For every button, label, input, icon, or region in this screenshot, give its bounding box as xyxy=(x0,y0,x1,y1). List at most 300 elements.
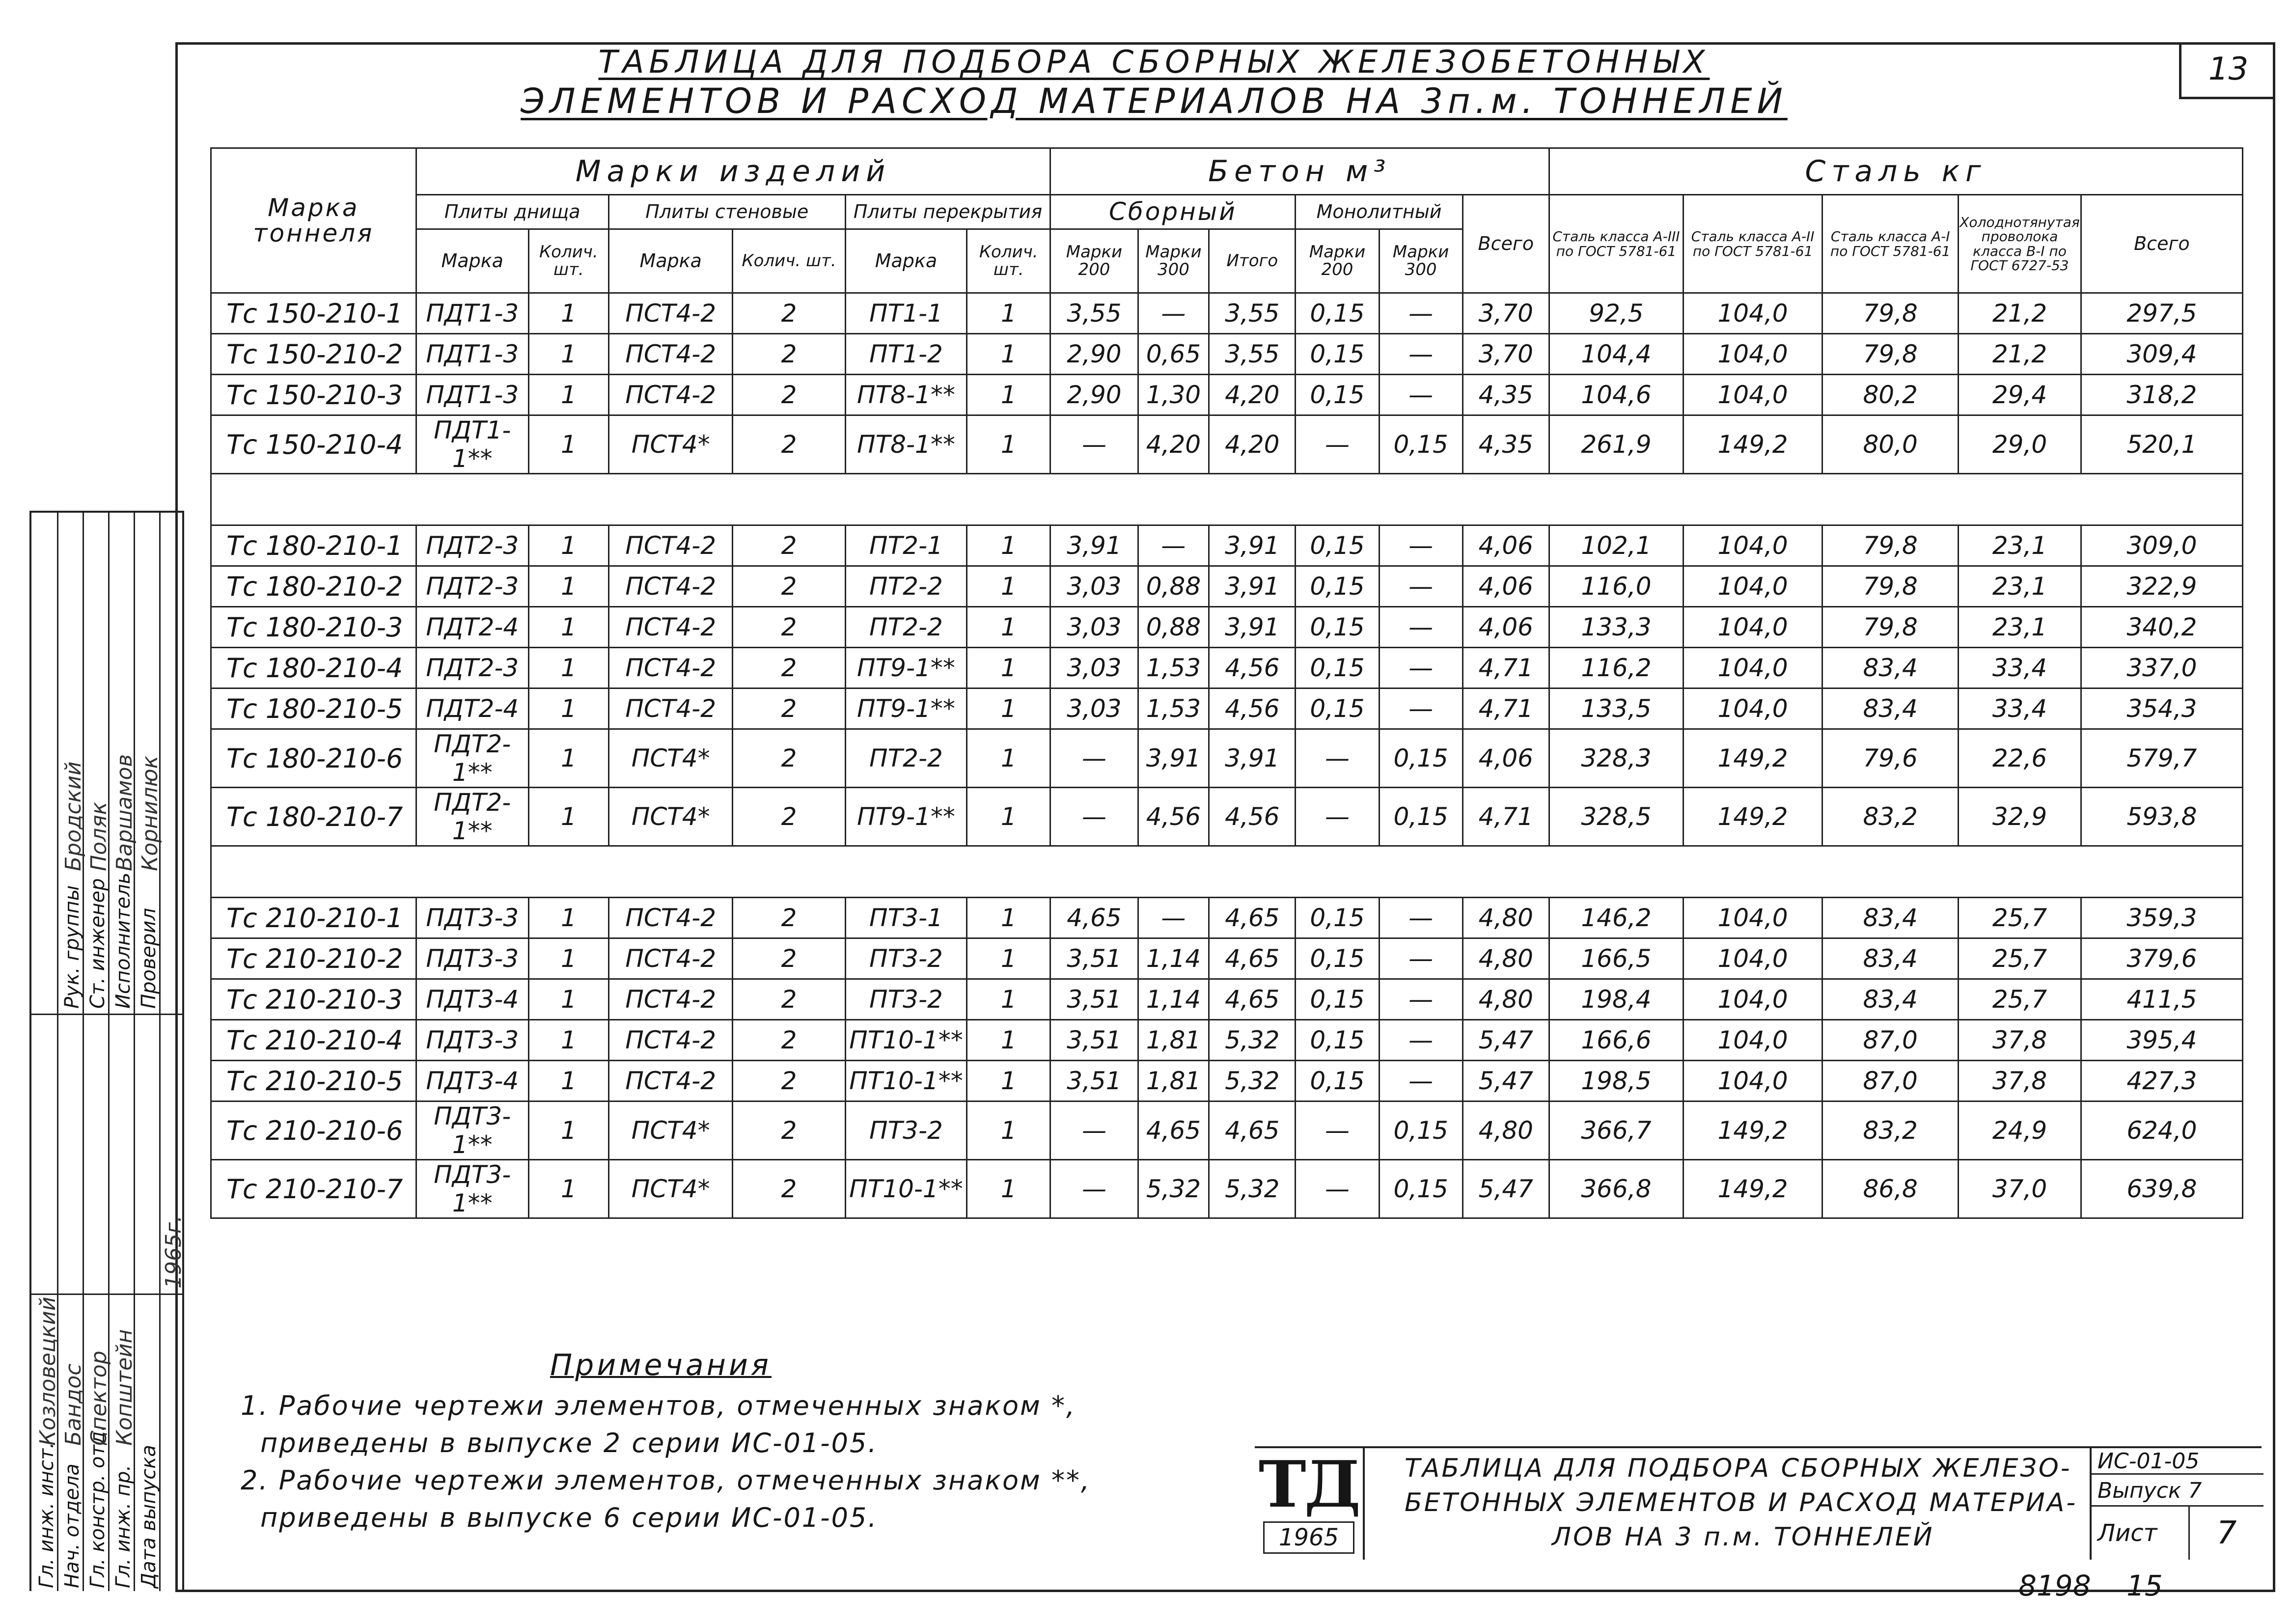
table-cell: ПСТ4* xyxy=(608,1101,733,1160)
name-label: Варшамов xyxy=(112,754,137,871)
table-row xyxy=(211,1061,2243,1101)
table-cell: 1 xyxy=(967,566,1050,607)
table-cell: 0,15 xyxy=(1296,1061,1379,1101)
table-cell: 4,06 xyxy=(1463,525,1549,566)
table-cell: 5,32 xyxy=(1209,1061,1296,1101)
table-cell: 1 xyxy=(967,375,1050,415)
table-cell: 32,9 xyxy=(1959,788,2081,846)
table-cell: 3,70 xyxy=(1463,334,1549,375)
table-cell: — xyxy=(1296,1101,1379,1160)
name-label: Копштейн xyxy=(112,1329,137,1446)
table-cell: ПТ9-1** xyxy=(845,648,967,688)
header-grade-300: Марки 300 xyxy=(1138,229,1209,293)
table-cell: 1 xyxy=(528,938,608,979)
table-cell: 1 xyxy=(528,729,608,788)
table-cell: ПСТ4-2 xyxy=(608,607,733,648)
footer-code: 8198 xyxy=(2018,1569,2091,1602)
table-cell: 166,6 xyxy=(1549,1020,1683,1061)
name-label: Козловецкий xyxy=(35,1296,60,1446)
table-cell: 1,81 xyxy=(1138,1020,1209,1061)
table-cell: 25,7 xyxy=(1959,979,2081,1020)
table-cell: 104,0 xyxy=(1683,648,1822,688)
table-cell: 0,65 xyxy=(1138,334,1209,375)
table-cell: ПСТ4* xyxy=(608,1160,733,1218)
table-cell: 104,0 xyxy=(1683,566,1822,607)
table-cell: 83,4 xyxy=(1822,938,1959,979)
table-cell: 0,15 xyxy=(1296,648,1379,688)
table-cell: 3,91 xyxy=(1209,607,1296,648)
table-cell: 0,15 xyxy=(1296,607,1379,648)
table-cell: 25,7 xyxy=(1959,898,2081,938)
table-cell: ПТ1-2 xyxy=(845,334,967,375)
table-cell: ПСТ4-2 xyxy=(608,375,733,415)
header-wall-slabs: Плиты стеновые xyxy=(608,195,845,229)
description-line: ТАБЛИЦА ДЛЯ ПОДБОРА СБОРНЫХ ЖЕЛЕЗО- xyxy=(1405,1454,2072,1483)
table-cell: — xyxy=(1050,1101,1138,1160)
table-cell: 3,03 xyxy=(1050,648,1138,688)
table-row xyxy=(211,293,2243,334)
table-cell: 1 xyxy=(967,334,1050,375)
divider xyxy=(31,1014,182,1015)
table-cell: ПСТ4* xyxy=(608,729,733,788)
table-cell: ПТ10-1** xyxy=(845,1020,967,1061)
table-cell: 149,2 xyxy=(1683,415,1822,474)
table-cell: 80,0 xyxy=(1822,415,1959,474)
tunnel-mark-cell: Тс 210-210-4 xyxy=(211,1020,416,1061)
table-cell: 1 xyxy=(528,648,608,688)
table-cell: ПДТ2-3 xyxy=(416,566,528,607)
table-cell: ПДТ3-4 xyxy=(416,1061,528,1101)
table-cell: ПСТ4-2 xyxy=(608,525,733,566)
table-cell: 309,4 xyxy=(2081,334,2242,375)
table-cell: ПДТ2-3 xyxy=(416,648,528,688)
table-row xyxy=(211,1101,2243,1160)
table-cell: 87,0 xyxy=(1822,1061,1959,1101)
issue-number: Выпуск 7 xyxy=(2092,1475,2263,1507)
logo-year: 1965 xyxy=(1263,1521,1354,1554)
table-cell: 1 xyxy=(528,898,608,938)
table-cell: ПСТ4* xyxy=(608,788,733,846)
table-cell: 4,20 xyxy=(1209,415,1296,474)
table-cell: 0,15 xyxy=(1296,938,1379,979)
table-cell: — xyxy=(1296,1160,1379,1218)
table-cell: 133,5 xyxy=(1549,688,1683,729)
tunnel-mark-cell: Тс 210-210-1 xyxy=(211,898,416,938)
table-row xyxy=(211,938,2243,979)
table-cell: 104,0 xyxy=(1683,1020,1822,1061)
header-bottom-slabs: Плиты днища xyxy=(416,195,608,229)
table-cell: ПТ10-1** xyxy=(845,1061,967,1101)
table-cell: — xyxy=(1379,293,1463,334)
table-cell: 166,5 xyxy=(1549,938,1683,979)
table-row xyxy=(211,648,2243,688)
table-cell: 4,65 xyxy=(1138,1101,1209,1160)
table-cell: 3,55 xyxy=(1209,334,1296,375)
table-cell: 624,0 xyxy=(2081,1101,2242,1160)
table-cell: 0,15 xyxy=(1296,334,1379,375)
table-cell: 4,35 xyxy=(1463,415,1549,474)
description-line: БЕТОННЫХ ЭЛЕМЕНТОВ И РАСХОД МАТЕРИА- xyxy=(1405,1488,2078,1517)
table-cell: 3,55 xyxy=(1050,293,1138,334)
logo-mark: ТД xyxy=(1258,1447,1359,1522)
table-cell: 1 xyxy=(967,607,1050,648)
table-cell: 3,91 xyxy=(1209,525,1296,566)
table-cell: 29,4 xyxy=(1959,375,2081,415)
table-cell: 0,88 xyxy=(1138,607,1209,648)
header-steel-total: Всего xyxy=(2081,195,2242,293)
table-cell: 5,47 xyxy=(1463,1160,1549,1218)
table-cell: ПДТ3-4 xyxy=(416,979,528,1020)
table-cell: 22,6 xyxy=(1959,729,2081,788)
tunnel-mark-cell: Тс 180-210-7 xyxy=(211,788,416,846)
table-cell: 0,15 xyxy=(1379,788,1463,846)
table-cell: — xyxy=(1138,525,1209,566)
note-line: 1. Рабочие чертежи элементов, отмеченных знаком *, xyxy=(241,1390,1076,1421)
title-block-right xyxy=(2090,1448,2263,1560)
table-cell: 1,14 xyxy=(1138,979,1209,1020)
table-cell: ПСТ4* xyxy=(608,415,733,474)
table-cell: ПДТ1-3 xyxy=(416,375,528,415)
table-cell: 1 xyxy=(528,525,608,566)
table-cell: 146,2 xyxy=(1549,898,1683,938)
table-cell: 322,9 xyxy=(2081,566,2242,607)
table-cell: ПТ8-1** xyxy=(845,375,967,415)
table-cell: 0,15 xyxy=(1296,688,1379,729)
table-cell: 520,1 xyxy=(2081,415,2242,474)
table-cell: 427,3 xyxy=(2081,1061,2242,1101)
header-concrete-total: Всего xyxy=(1463,195,1549,293)
table-cell: — xyxy=(1379,375,1463,415)
table-cell: 4,71 xyxy=(1463,688,1549,729)
table-cell: 83,4 xyxy=(1822,688,1959,729)
note-line: 2. Рабочие чертежи элементов, отмеченных знаком **, xyxy=(241,1465,1091,1496)
header-mark: Марка xyxy=(845,229,967,293)
table-cell: 4,56 xyxy=(1209,648,1296,688)
table-cell: 4,56 xyxy=(1209,688,1296,729)
table-row xyxy=(211,979,2243,1020)
series-code: ИС-01-05 xyxy=(2092,1448,2263,1475)
table-cell: 104,0 xyxy=(1683,525,1822,566)
table-cell: 3,03 xyxy=(1050,607,1138,648)
table-cell: 0,15 xyxy=(1379,415,1463,474)
signature-block xyxy=(29,511,184,1591)
table-cell: 0,15 xyxy=(1379,1160,1463,1218)
table-cell: 1 xyxy=(967,1020,1050,1061)
table-cell: ПТ3-1 xyxy=(845,898,967,938)
header-qty: Колич. шт. xyxy=(528,229,608,293)
table-cell: 37,8 xyxy=(1959,1061,2081,1101)
table-cell: 149,2 xyxy=(1683,1101,1822,1160)
table-cell: ПСТ4-2 xyxy=(608,1061,733,1101)
name-label: Поляк xyxy=(86,801,111,871)
table-row xyxy=(211,334,2243,375)
table-cell: 354,3 xyxy=(2081,688,2242,729)
title-block-description xyxy=(1405,1451,2092,1554)
table-cell: 0,15 xyxy=(1296,979,1379,1020)
table-cell: 104,6 xyxy=(1549,375,1683,415)
table-cell: 4,65 xyxy=(1209,1101,1296,1160)
tunnel-mark-cell: Тс 210-210-3 xyxy=(211,979,416,1020)
table-cell: 0,15 xyxy=(1296,566,1379,607)
sheet-number: 7 xyxy=(2216,1515,2237,1551)
table-row xyxy=(211,898,2243,938)
table-cell: ПТ9-1** xyxy=(845,688,967,729)
table-cell: 2 xyxy=(733,375,845,415)
table-cell: 4,56 xyxy=(1209,788,1296,846)
table-cell: — xyxy=(1379,607,1463,648)
table-cell: 1 xyxy=(528,375,608,415)
table-cell: ПТ10-1** xyxy=(845,1160,967,1218)
table-cell: 37,0 xyxy=(1959,1160,2081,1218)
table-cell: 2 xyxy=(733,788,845,846)
tunnel-mark-cell: Тс 210-210-7 xyxy=(211,1160,416,1218)
table-cell: — xyxy=(1379,1061,1463,1101)
table-cell: ПТ1-1 xyxy=(845,293,967,334)
table-cell: 4,80 xyxy=(1463,979,1549,1020)
table-cell: 0,15 xyxy=(1296,898,1379,938)
header-qty: Колич. шт. xyxy=(733,229,845,293)
table-cell: 104,0 xyxy=(1683,375,1822,415)
table-cell: ПДТ3-1** xyxy=(416,1160,528,1218)
name-label: Бандос xyxy=(61,1363,86,1446)
table-cell: 2 xyxy=(733,525,845,566)
header-monolithic: Монолитный xyxy=(1296,195,1463,229)
note-line: приведены в выпуске 6 серии ИС-01-05. xyxy=(260,1502,878,1533)
header-itogo: Итого xyxy=(1209,229,1296,293)
table-cell: 116,0 xyxy=(1549,566,1683,607)
table-cell: 1 xyxy=(967,1061,1050,1101)
table-cell: 1 xyxy=(967,415,1050,474)
table-cell: 79,8 xyxy=(1822,293,1959,334)
tunnel-mark-cell: Тс 210-210-2 xyxy=(211,938,416,979)
table-cell: 2 xyxy=(733,898,845,938)
table-cell: 0,15 xyxy=(1296,1020,1379,1061)
tunnel-mark-cell: Тс 150-210-1 xyxy=(211,293,416,334)
divider xyxy=(31,1294,182,1295)
role-label: Гл. инж. инст. xyxy=(35,1442,58,1588)
table-cell: 1 xyxy=(967,293,1050,334)
table-cell: 5,47 xyxy=(1463,1061,1549,1101)
table-cell: 1 xyxy=(967,1160,1050,1218)
table-cell: 4,65 xyxy=(1209,979,1296,1020)
table-cell: — xyxy=(1379,938,1463,979)
table-cell: 3,91 xyxy=(1209,729,1296,788)
table-cell: — xyxy=(1050,415,1138,474)
header-prefab: Сборный xyxy=(1050,195,1296,229)
table-cell: 1 xyxy=(528,415,608,474)
table-cell: 2 xyxy=(733,938,845,979)
table-cell: 2 xyxy=(733,979,845,1020)
table-cell: 87,0 xyxy=(1822,1020,1959,1061)
table-cell: 3,51 xyxy=(1050,1061,1138,1101)
table-cell: 86,8 xyxy=(1822,1160,1959,1218)
table-cell: 133,3 xyxy=(1549,607,1683,648)
table-cell: 4,71 xyxy=(1463,648,1549,688)
role-label: Рук. группы xyxy=(61,885,83,1009)
tunnel-mark-cell: Тс 210-210-6 xyxy=(211,1101,416,1160)
header-steel-a3: Сталь класса А-III по ГОСТ 5781-61 xyxy=(1549,195,1683,293)
table-cell: 3,51 xyxy=(1050,1020,1138,1061)
table-cell: 149,2 xyxy=(1683,788,1822,846)
table-cell: 83,2 xyxy=(1822,1101,1959,1160)
table-cell: — xyxy=(1050,1160,1138,1218)
role-label: Нач. отдела xyxy=(61,1463,83,1588)
table-cell: ПСТ4-2 xyxy=(608,1020,733,1061)
table-cell: ПСТ4-2 xyxy=(608,898,733,938)
table-cell: 4,71 xyxy=(1463,788,1549,846)
table-cell: 2,90 xyxy=(1050,375,1138,415)
header-grade-200: Марки 200 xyxy=(1296,229,1379,293)
table-cell: 5,32 xyxy=(1209,1020,1296,1061)
table-cell: ПДТ2-1** xyxy=(416,729,528,788)
tunnel-mark-cell: Тс 180-210-6 xyxy=(211,729,416,788)
name-label: Спектор xyxy=(86,1350,111,1446)
table-cell: 83,4 xyxy=(1822,898,1959,938)
table-cell: ПДТ3-3 xyxy=(416,898,528,938)
table-cell: — xyxy=(1379,525,1463,566)
table-cell: 21,2 xyxy=(1959,293,2081,334)
notes-heading: Примечания xyxy=(550,1348,772,1382)
table-cell: 3,91 xyxy=(1050,525,1138,566)
table-cell: ПДТ1-3 xyxy=(416,293,528,334)
table-cell: — xyxy=(1379,688,1463,729)
table-cell: 79,8 xyxy=(1822,334,1959,375)
table-cell: 79,8 xyxy=(1822,566,1959,607)
group-separator xyxy=(211,846,2243,898)
table-cell: 395,4 xyxy=(2081,1020,2242,1061)
table-cell: 104,0 xyxy=(1683,688,1822,729)
table-cell: — xyxy=(1138,293,1209,334)
role-label: Гл. инж. пр. xyxy=(112,1464,135,1588)
table-cell: 366,7 xyxy=(1549,1101,1683,1160)
table-row xyxy=(211,729,2243,788)
table-cell: 1 xyxy=(967,788,1050,846)
table-cell: 102,1 xyxy=(1549,525,1683,566)
table-cell: 23,1 xyxy=(1959,525,2081,566)
role-label: Ст. инженер xyxy=(86,878,109,1009)
table-cell: 1 xyxy=(528,788,608,846)
title-line-2: ЭЛЕМЕНТОВ И РАСХОД МАТЕРИАЛОВ НА 3п.м. ТОННЕЛЕЙ xyxy=(521,81,1788,121)
table-cell: 4,35 xyxy=(1463,375,1549,415)
table-cell: 1 xyxy=(967,729,1050,788)
table-cell: 0,15 xyxy=(1296,293,1379,334)
table-cell: 104,0 xyxy=(1683,938,1822,979)
role-label: Дата выпуска xyxy=(138,1445,160,1588)
table-cell: 79,6 xyxy=(1822,729,1959,788)
table-cell: 21,2 xyxy=(1959,334,2081,375)
table-cell: 1 xyxy=(528,1160,608,1218)
table-row xyxy=(211,415,2243,474)
table-cell: 104,0 xyxy=(1683,898,1822,938)
table-row xyxy=(211,1160,2243,1218)
table-cell: 1 xyxy=(528,979,608,1020)
title-line-1: ТАБЛИЦА ДЛЯ ПОДБОРА СБОРНЫХ ЖЕЛЕЗОБЕТОННЫХ xyxy=(598,44,1710,81)
table-cell: 0,88 xyxy=(1138,566,1209,607)
table-cell: 149,2 xyxy=(1683,1160,1822,1218)
header-concrete: Бетон м³ xyxy=(1050,148,1549,195)
table-cell: 23,1 xyxy=(1959,566,2081,607)
table-cell: 104,0 xyxy=(1683,979,1822,1020)
table-cell: 1 xyxy=(967,979,1050,1020)
table-cell: 1 xyxy=(528,1020,608,1061)
table-row xyxy=(211,688,2243,729)
table-cell: 104,0 xyxy=(1683,1061,1822,1101)
table-cell: 1 xyxy=(528,1061,608,1101)
table-cell: 340,2 xyxy=(2081,607,2242,648)
table-cell: 3,91 xyxy=(1209,566,1296,607)
table-cell: 1,81 xyxy=(1138,1061,1209,1101)
table-cell: 4,20 xyxy=(1209,375,1296,415)
header-grade-200: Марки 200 xyxy=(1050,229,1138,293)
name-label: Бродский xyxy=(61,761,86,871)
corner-sheet-number: 13 xyxy=(2179,42,2275,99)
table-cell: 1 xyxy=(528,566,608,607)
table-cell: ПДТ3-1** xyxy=(416,1101,528,1160)
table-cell: 24,9 xyxy=(1959,1101,2081,1160)
header-cold-drawn-wire: Холоднотянутая проволока класса В-I по ГОСТ 6727-53 xyxy=(1959,195,2081,293)
table-cell: 328,3 xyxy=(1549,729,1683,788)
table-cell: 2 xyxy=(733,688,845,729)
table-row xyxy=(211,788,2243,846)
table-cell: 4,65 xyxy=(1209,898,1296,938)
name-label: Корнилюк xyxy=(138,755,163,871)
table-cell: — xyxy=(1379,648,1463,688)
table-cell: 83,4 xyxy=(1822,648,1959,688)
tunnel-mark-cell: Тс 180-210-4 xyxy=(211,648,416,688)
table-cell: 2 xyxy=(733,1160,845,1218)
table-cell: ПДТ2-4 xyxy=(416,688,528,729)
table-cell: ПТ3-2 xyxy=(845,1101,967,1160)
table-cell: ПСТ4-2 xyxy=(608,938,733,979)
table-cell: 2 xyxy=(733,729,845,788)
table-cell: — xyxy=(1379,334,1463,375)
table-cell: — xyxy=(1296,415,1379,474)
header-grade-300: Марки 300 xyxy=(1379,229,1463,293)
table-cell: — xyxy=(1050,729,1138,788)
table-cell: 0,15 xyxy=(1296,375,1379,415)
table-cell: 104,4 xyxy=(1549,334,1683,375)
table-cell: ПТ8-1** xyxy=(845,415,967,474)
table-cell: ПСТ4-2 xyxy=(608,648,733,688)
table-cell: — xyxy=(1379,566,1463,607)
table-row xyxy=(211,1020,2243,1061)
table-row xyxy=(211,607,2243,648)
table-cell: 3,03 xyxy=(1050,566,1138,607)
table-cell: ПДТ1-1** xyxy=(416,415,528,474)
table-cell: 33,4 xyxy=(1959,688,2081,729)
table-cell: 1,14 xyxy=(1138,938,1209,979)
table-cell: 639,8 xyxy=(2081,1160,2242,1218)
header-ceiling-slabs: Плиты перекрытия xyxy=(845,195,1050,229)
sheet-label: Лист xyxy=(2092,1507,2190,1560)
table-cell: 104,0 xyxy=(1683,607,1822,648)
table-cell: 4,80 xyxy=(1463,1101,1549,1160)
tunnel-mark-cell: Тс 180-210-3 xyxy=(211,607,416,648)
table-cell: — xyxy=(1379,979,1463,1020)
header-products: Марки изделий xyxy=(416,148,1050,195)
table-cell: 261,9 xyxy=(1549,415,1683,474)
table-cell: ПТ9-1** xyxy=(845,788,967,846)
separator-cell xyxy=(211,474,2243,525)
table-cell: 1 xyxy=(528,688,608,729)
table-cell: 1 xyxy=(967,938,1050,979)
table-cell: 411,5 xyxy=(2081,979,2242,1020)
table-cell: 116,2 xyxy=(1549,648,1683,688)
table-cell: 3,70 xyxy=(1463,293,1549,334)
note-line: приведены в выпуске 2 серии ИС-01-05. xyxy=(260,1428,878,1459)
table-cell: 29,0 xyxy=(1959,415,2081,474)
table-cell: 1 xyxy=(967,688,1050,729)
